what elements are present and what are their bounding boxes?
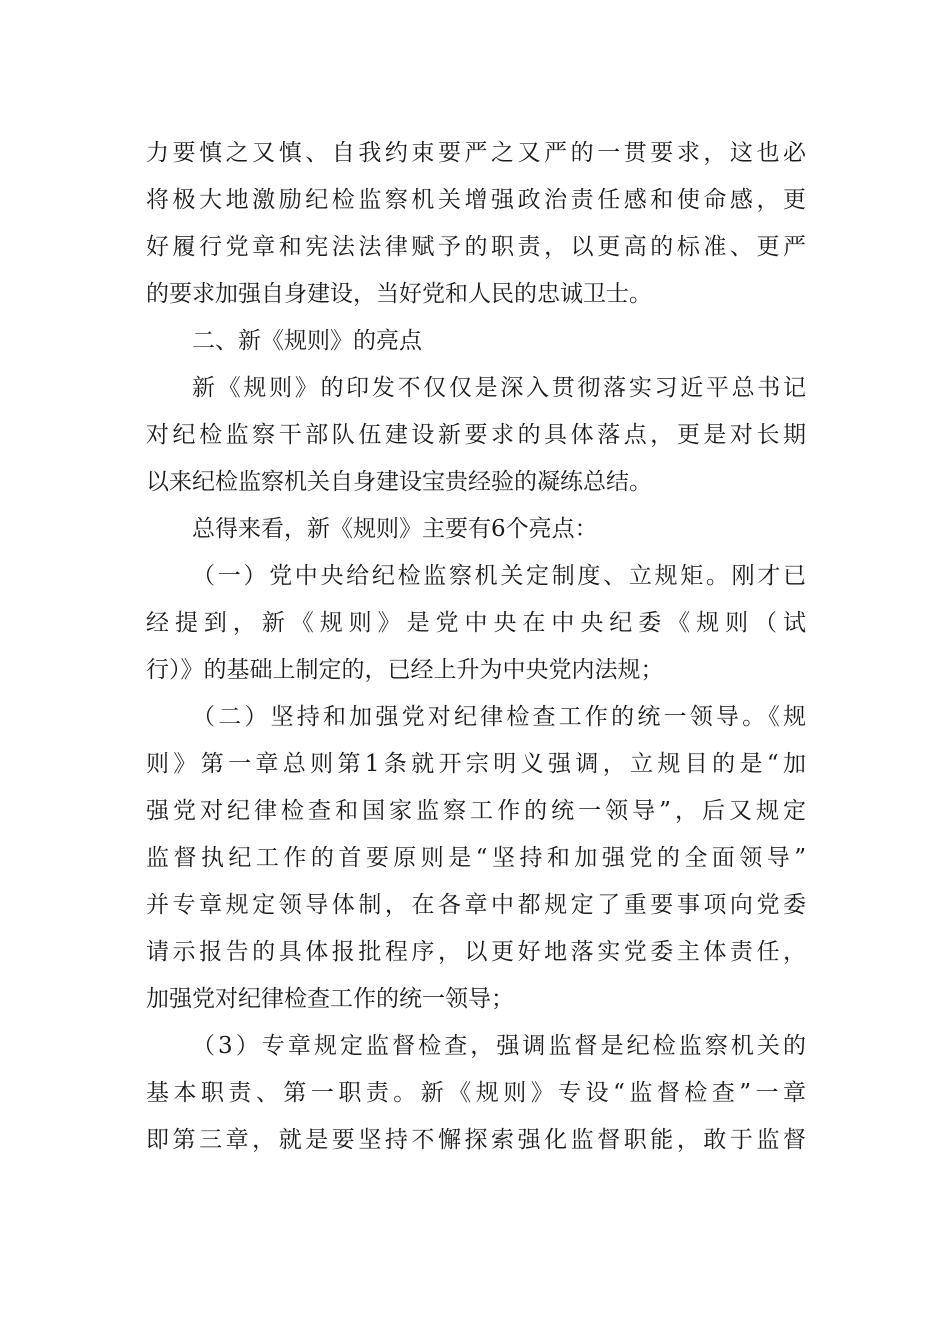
text-line: 行）》的基础上制定的，已经上升为中央党内法规； <box>146 657 664 683</box>
text-line: 新《规则》的印发不仅仅是深入贯彻落实习近平总书记 <box>192 375 806 401</box>
text-line: 即第三章，就是要坚持不懈探索强化监督职能，敢于监督 <box>146 1127 806 1153</box>
text-line: 加强党对纪律检查工作的统一领导； <box>146 986 514 1012</box>
text-line: 经提到，新《规则》是党中央在中央纪委《规则（试 <box>146 610 806 636</box>
section-heading: 二、新《规则》的亮点 <box>192 328 422 354</box>
text-line: 好履行党章和宪法法律赋予的职责，以更高的标准、更严 <box>146 234 806 260</box>
text-line: 监督执纪工作的首要原则是“坚持和加强党的全面领导” <box>146 845 806 871</box>
text-line: 请示报告的具体报批程序，以更好地落实党委主体责任， <box>146 939 806 965</box>
text-line: 并专章规定领导体制，在各章中都规定了重要事项向党委 <box>146 892 806 918</box>
text-line: 力要慎之又慎、自我约束要严之又严的一贯要求，这也必 <box>146 140 806 166</box>
text-line: 对纪检监察干部队伍建设新要求的具体落点，更是对长期 <box>146 422 806 448</box>
text-line: 的要求加强自身建设，当好党和人民的忠诚卫士。 <box>146 281 652 307</box>
text-line: （3）专章规定监督检查，强调监督是纪检监察机关的 <box>192 1033 806 1059</box>
text-line: 将极大地激励纪检监察机关增强政治责任感和使命感，更 <box>146 187 806 213</box>
text-line: 基本职责、第一职责。新《规则》专设“监督检查”一章 <box>146 1080 806 1106</box>
text-line: 强党对纪律检查和国家监察工作的统一领导”，后又规定 <box>146 798 806 824</box>
document-body <box>146 130 806 1164</box>
text-line: （二）坚持和加强党对纪律检查工作的统一领导。《规 <box>192 704 806 730</box>
text-line: 则》第一章总则第1条就开宗明义强调，立规目的是“加 <box>146 751 806 777</box>
text-line: （一）党中央给纪检监察机关定制度、立规矩。刚才已 <box>192 563 806 589</box>
text-line: 以来纪检监察机关自身建设宝贵经验的凝练总结。 <box>146 469 652 495</box>
text-line: 总得来看，新《规则》主要有6个亮点： <box>192 516 598 542</box>
